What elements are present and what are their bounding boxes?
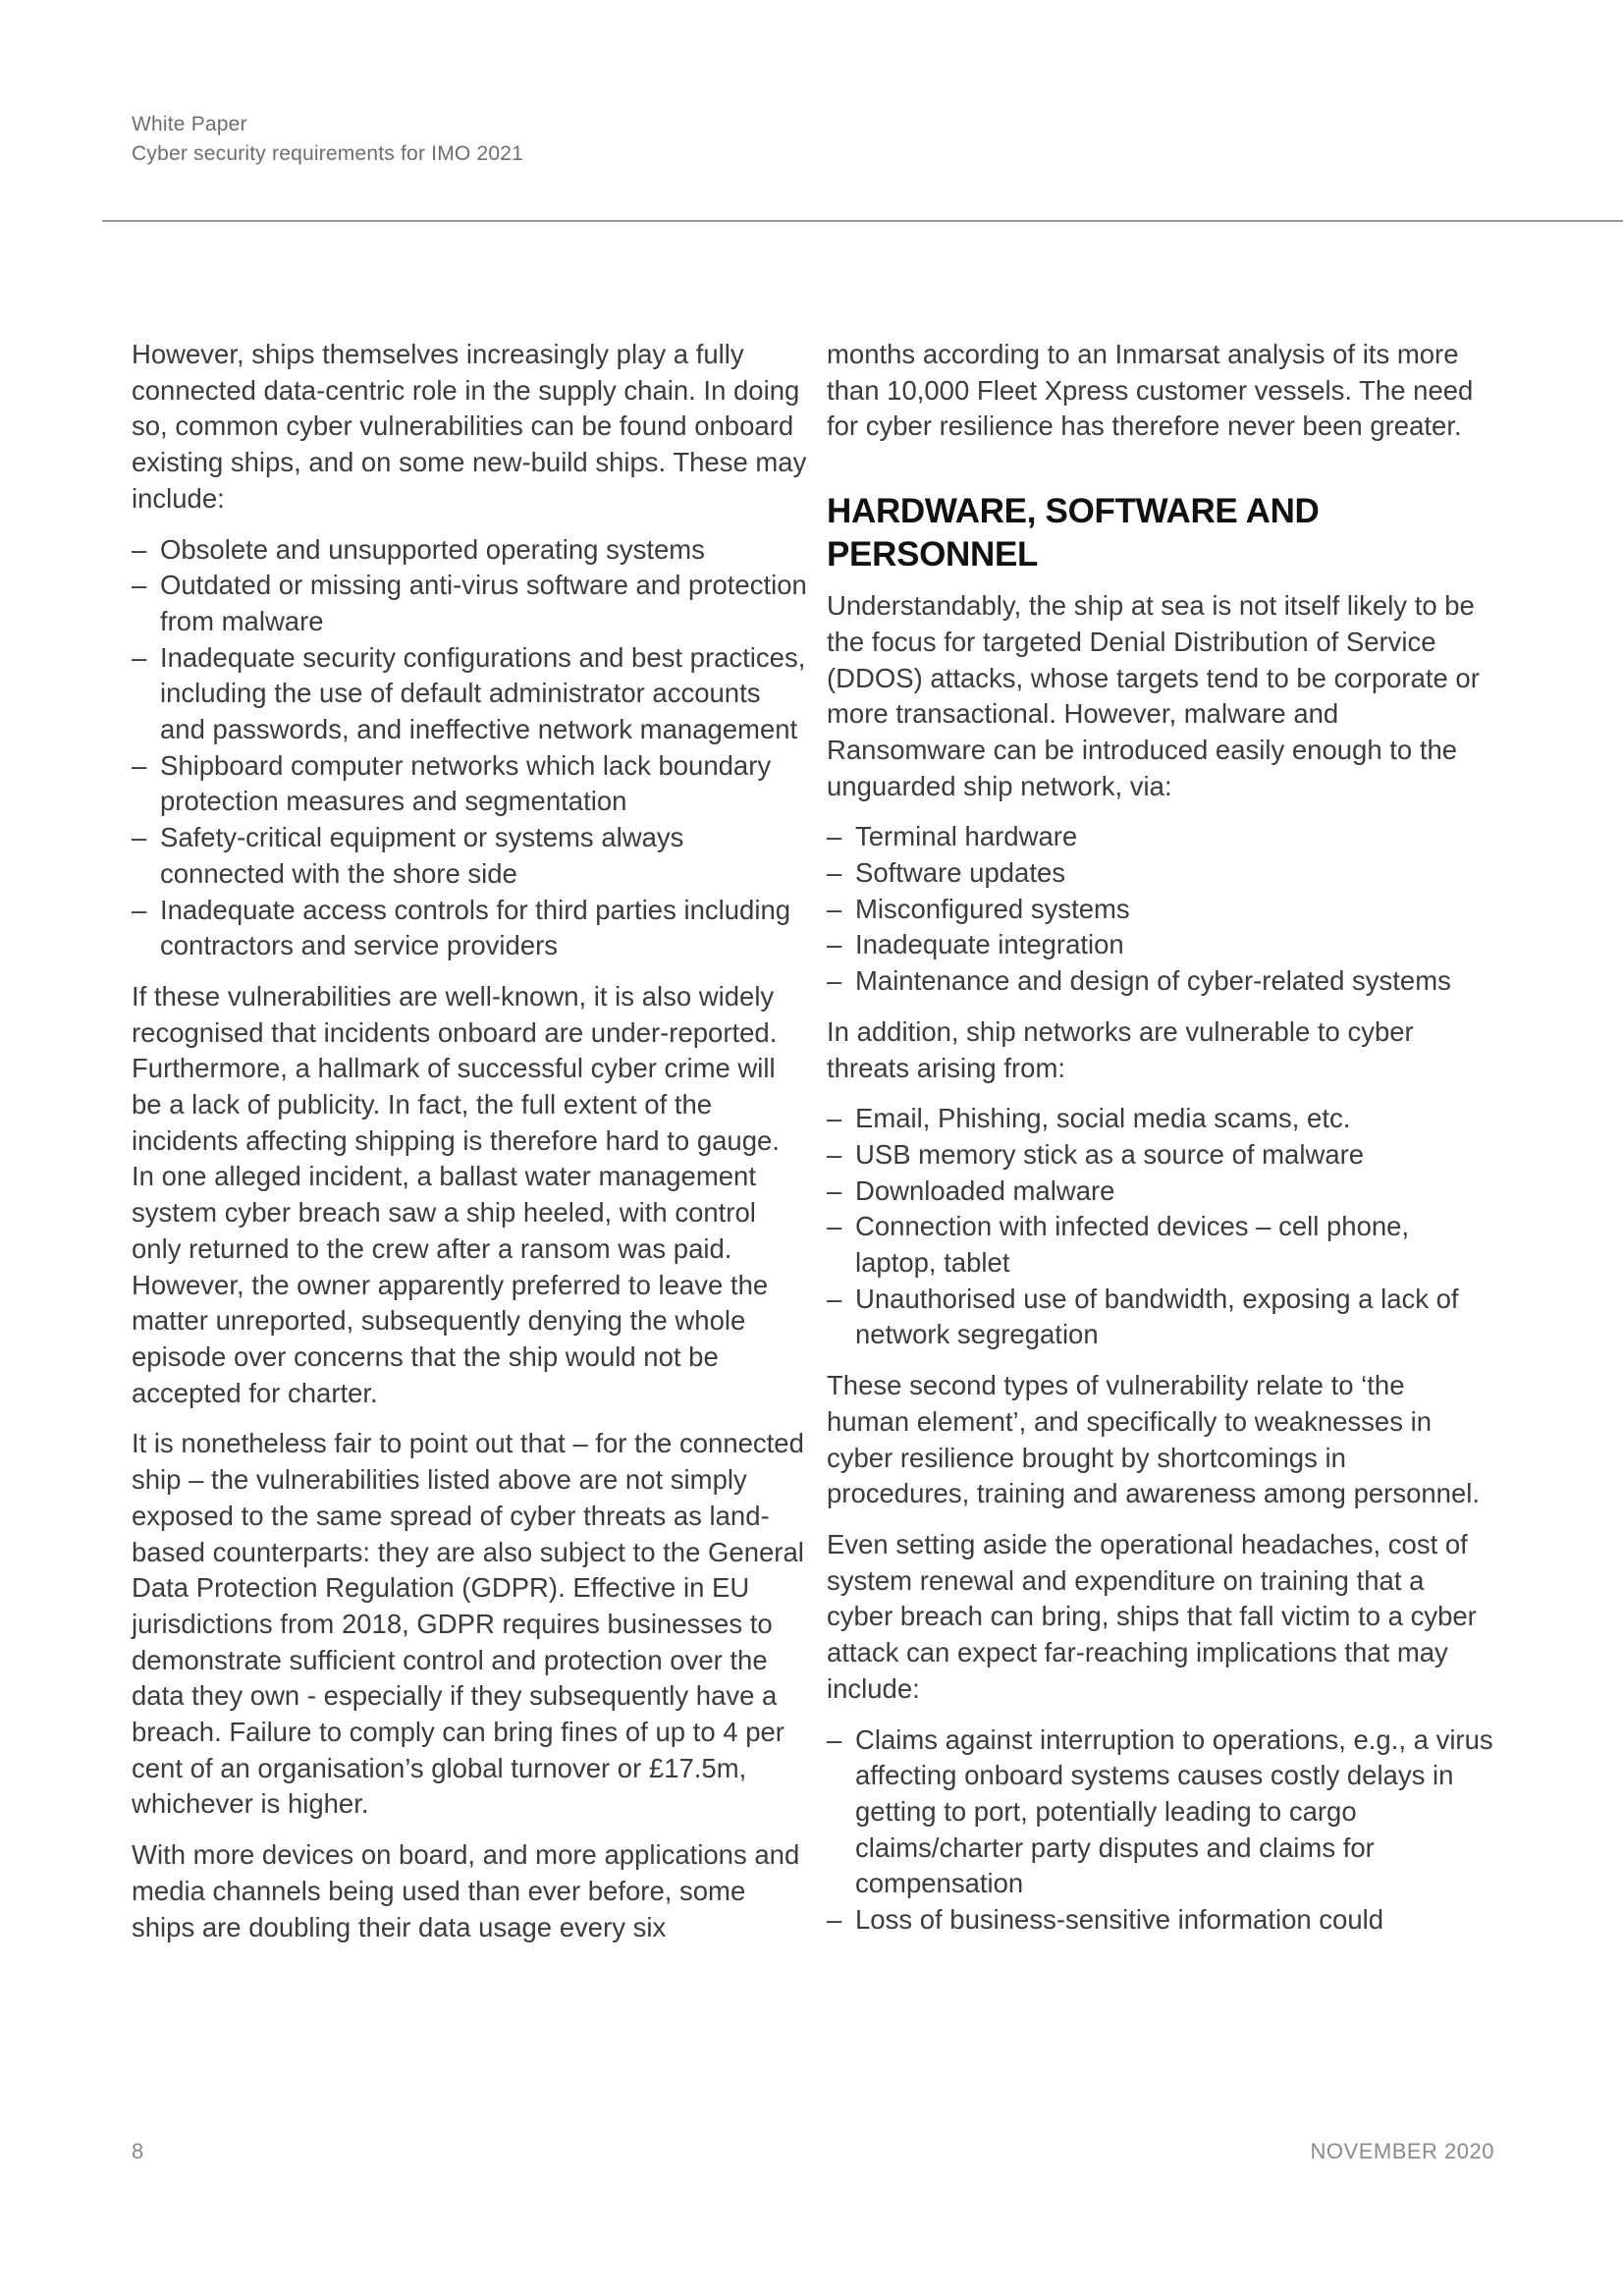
list-item: – USB memory stick as a source of malware xyxy=(827,1137,1494,1174)
vulnerabilities-list xyxy=(132,532,809,964)
list-item: – Terminal hardware xyxy=(827,819,1494,855)
list-item: – Inadequate integration xyxy=(827,927,1494,963)
ddos-paragraph: Understandably, the ship at sea is not itself likely to be the focus for targeted Denial Distribution of Service (DDOS) attacks, whose targets tend to be corporate or more transactional. However, malware and Ransomware can be introduced easily enough to the unguarded ship network, via: xyxy=(827,590,1480,801)
running-header xyxy=(132,110,523,169)
list-item: – Outdated or missing anti-virus software and protection from malware xyxy=(132,568,809,639)
implications-list xyxy=(827,1722,1494,1939)
threats-list xyxy=(827,1101,1494,1353)
underreported-paragraph: If these vulnerabilities are well-known, it is also widely recognised that incidents onboard are under-reported. Furthermore, a hallmark of successful cyber crime will be a lack of publicity. In fact, the full extent of the incidents affecting shipping is therefore hard to gauge. In one alleged incident, a ballast water management system cyber breach saw a ship heeled, with control only returned to the crew after a ransom was paid. However, the owner apparently preferred to leave the matter unreported, subsequently denying the whole episode over concerns that the ship would not be accepted for charter. xyxy=(132,980,780,1408)
list-item: – Loss of business-sensitive information could xyxy=(827,1902,1494,1939)
page-number: 8 xyxy=(132,2139,144,2163)
list-item: – Email, Phishing, social media scams, etc. xyxy=(827,1101,1494,1137)
list-item: – Claims against interruption to operations, e.g., a virus affecting onboard systems causes costly delays in getting to port, potentially leading to cargo claims/charter party disputes and claims for compensation xyxy=(827,1722,1494,1903)
document-title: Cyber security requirements for IMO 2021 xyxy=(132,142,523,165)
intro-paragraph: However, ships themselves increasingly play a fully connected data-centric role in the supply chain. In doing so, common cyber vulnerabilities can be found onboard existing ships, and on some new-build ships. These may include: xyxy=(132,339,807,514)
continued-paragraph: months according to an Inmarsat analysis of its more than 10,000 Fleet Xpress customer vessels. The need for cyber resilience has therefore never been greater. xyxy=(827,339,1474,442)
list-item: – Shipboard computer networks which lack boundary protection measures and segmentation xyxy=(132,748,809,820)
left-column xyxy=(132,337,809,1960)
list-item: – Inadequate security configurations and best practices, including the use of default administrator accounts and passwords, and ineffective network management xyxy=(132,640,809,748)
list-item: – Safety-critical equipment or systems always connected with the shore side xyxy=(132,820,809,892)
threats-paragraph: In addition, ship networks are vulnerable to cyber threats arising from: xyxy=(827,1015,1414,1083)
header-divider xyxy=(102,220,1623,222)
list-item: – Obsolete and unsupported operating systems xyxy=(132,532,809,569)
attack-vectors-list xyxy=(827,819,1494,1000)
publication-date: NOVEMBER 2020 xyxy=(1310,2139,1494,2163)
list-item: – Inadequate access controls for third parties including contractors and service providers xyxy=(132,893,809,964)
human-element-paragraph: These second types of vulnerability relate to ‘the human element’, and specifically to weaknesses in cyber resilience brought by shortcomings in procedures, training and awareness among personnel. xyxy=(827,1370,1480,1509)
right-column xyxy=(827,337,1494,1953)
section-heading: HARDWARE, SOFTWARE AND PERSONNEL xyxy=(827,492,1320,574)
list-item: – Software updates xyxy=(827,855,1494,892)
list-item: – Maintenance and design of cyber-related systems xyxy=(827,963,1494,1000)
list-item: – Misconfigured systems xyxy=(827,892,1494,928)
list-item: – Connection with infected devices – cell phone, laptop, tablet xyxy=(827,1209,1494,1281)
list-item: – Unauthorised use of bandwidth, exposing a lack of network segregation xyxy=(827,1282,1494,1353)
document-type: White Paper xyxy=(132,113,247,136)
gdpr-paragraph: It is nonetheless fair to point out that – for the connected ship – the vulnerabilities listed above are not simply exposed to the same spread of cyber threats as land-based counterparts: they are also subject to the General Data Protection Regulation (GDPR). Effective in EU jurisdictions from 2018, GDPR requires businesses to demonstrate sufficient control and protection over the data they own - especially if they subsequently have a breach. Failure to comply can bring fines of up to 4 per cent of an organisation’s global turnover or £17.5m, whichever is higher. xyxy=(132,1428,804,1820)
implications-paragraph: Even setting aside the operational headaches, cost of system renewal and expenditure on training that a cyber breach can bring, ships that fall victim to a cyber attack can expect far-reaching implications that may include: xyxy=(827,1528,1477,1704)
list-item: – Downloaded malware xyxy=(827,1174,1494,1210)
devices-paragraph: With more devices on board, and more applications and media channels being used than ever before, some ships are doubling their data usage every six xyxy=(132,1839,800,1942)
